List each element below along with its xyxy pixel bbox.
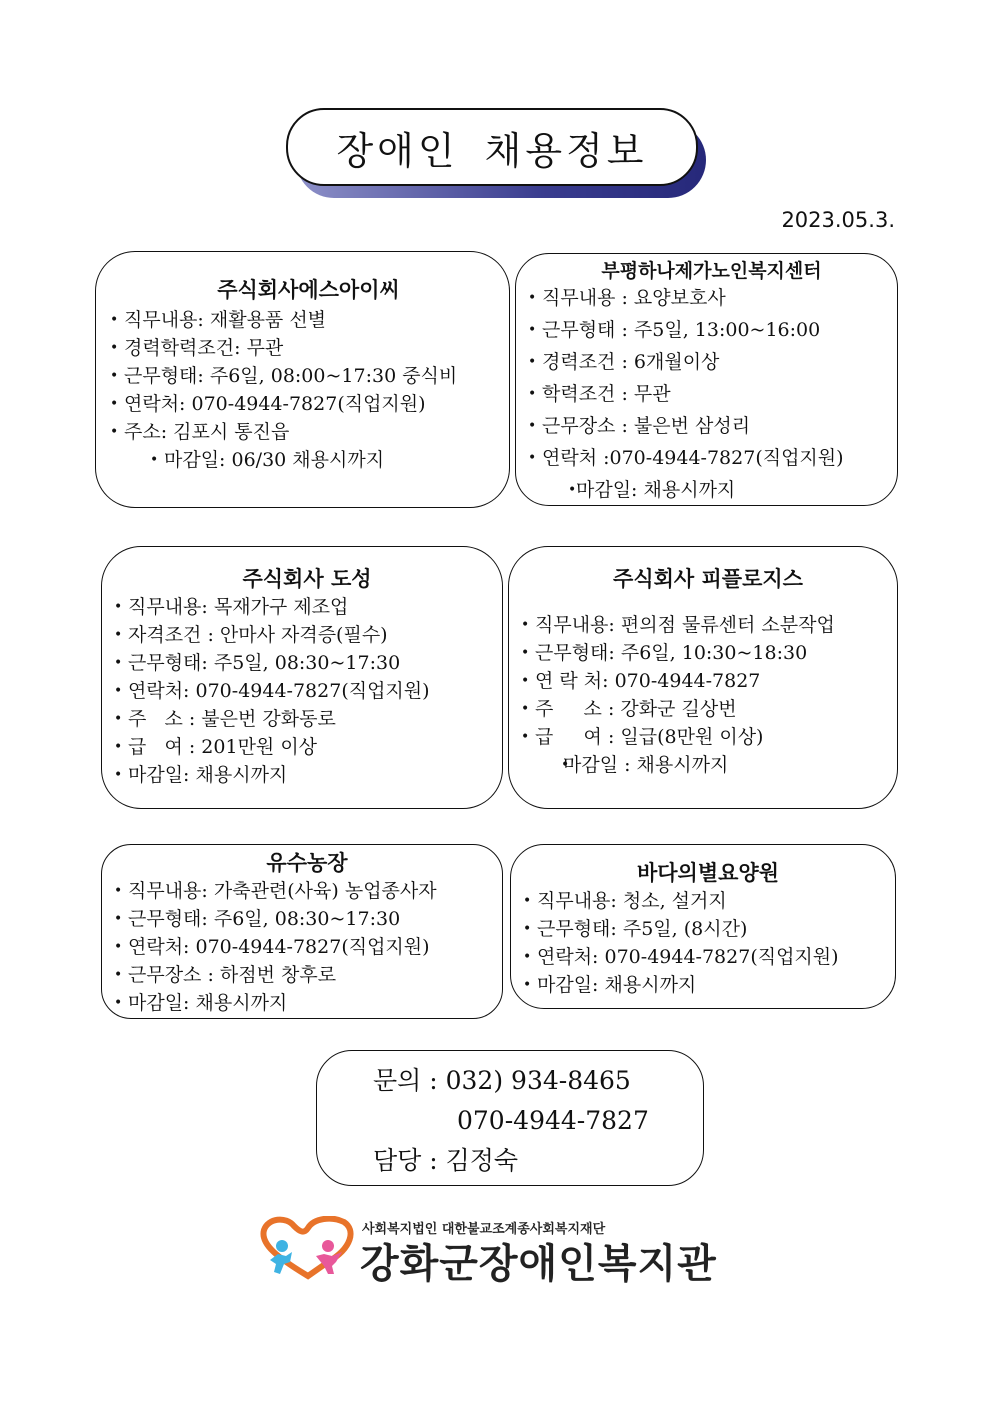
detail-line: • 경력조건 : 6개월이상 [526,346,897,378]
card-title: 주식회사 도성 [242,566,372,591]
detail-line: • 경력학력조건: 무관 [108,334,509,362]
detail-line: • 연락처: 070-4944-7827(직업지원) [108,390,509,418]
detail-line: • 근무장소 : 하점번 창후로 [112,961,502,989]
job-details [108,306,509,474]
detail-line: • 근무형태 : 주5일, 13:00~16:00 [526,314,897,346]
job-details [112,593,502,789]
detail-line: • 근무형태: 주6일, 10:30~18:30 [519,639,897,667]
job-details [112,877,502,1017]
job-details [521,887,895,999]
detail-line: • 연락처: 070-4944-7827(직업지원) [112,933,502,961]
detail-line: • 자격조건 : 안마사 자격증(필수) [112,621,502,649]
job-card-sea-star-nursing [510,844,896,1009]
detail-line: • 마감일: 채용시까지 [521,971,895,999]
detail-line: • 근무형태: 주6일, 08:30~17:30 [112,905,502,933]
page-title: 장애인 채용정보 [336,128,648,173]
title-banner [286,108,706,200]
card-title: 주식회사 피플로지스 [613,566,803,591]
contact-box [316,1050,704,1186]
manager-name: 담당 : 김정숙 [373,1146,519,1175]
detail-line: • 주소: 김포시 통진읍 [108,418,509,446]
card-title: 유수농장 [266,850,348,875]
detail-line: • 연락처: 070-4944-7827(직업지원) [521,943,895,971]
detail-line: • 마감일 : 채용시까지 [519,751,897,779]
detail-line: • 연 락 처: 070-4944-7827 [519,667,897,695]
inquiry-phone-2: 070-4944-7827 [457,1106,649,1135]
detail-line: • 근무장소 : 불은번 삼성리 [526,410,897,442]
org-name: 강화군장애인복지관 [360,1241,717,1287]
heart-people-icon [258,1216,358,1280]
detail-line: • 근무형태: 주5일, 08:30~17:30 [112,649,502,677]
detail-line: • 직무내용: 가축관련(사육) 농업종사자 [112,877,502,905]
detail-line: • 직무내용 : 요양보호사 [526,282,897,314]
detail-line: • 연락처 :070-4944-7827(직업지원) [526,442,897,474]
title-box [286,108,698,186]
detail-line: • 연락처: 070-4944-7827(직업지원) [112,677,502,705]
detail-line: • 학력조건 : 무관 [526,378,897,410]
detail-line: • 마감일: 채용시까지 [526,474,897,506]
detail-line: • 주 소 : 불은번 강화동로 [112,705,502,733]
detail-line: • 직무내용: 청소, 설거지 [521,887,895,915]
detail-line: • 직무내용: 목재가구 제조업 [112,593,502,621]
organization-logo [258,1214,728,1287]
detail-line: • 마감일: 채용시까지 [112,989,502,1017]
detail-line: • 급 여 : 201만원 이상 [112,733,502,761]
job-card-bupyeong [515,253,898,506]
job-card-sic [95,251,510,508]
card-title: 부평하나제가노인복지센터 [601,260,822,282]
card-title: 바다의별요양원 [636,860,779,885]
posting-date: 2023.05.3. [781,208,895,232]
detail-line: • 직무내용: 재활용품 선별 [108,306,509,334]
job-card-yusu-farm [101,844,503,1019]
card-title: 주식회사에스아이씨 [217,277,400,302]
job-details [526,282,897,506]
detail-line: • 근무형태: 주5일, (8시간) [521,915,895,943]
detail-line: • 마감일: 채용시까지 [112,761,502,789]
job-card-peoplelogis [508,546,898,809]
org-parent-name: 사회복지법인 대한불교조계종사회복지재단 [362,1222,606,1237]
detail-line: • 마감일: 06/30 채용시까지 [108,446,509,474]
job-card-doseong [101,546,503,809]
detail-line: • 급 여 : 일급(8만원 이상) [519,723,897,751]
inquiry-phone: 문의 : 032) 934-8465 [373,1066,631,1095]
detail-line: • 주 소 : 강화군 길상번 [519,695,897,723]
detail-line: • 근무형태: 주6일, 08:00~17:30 중식비 [108,362,509,390]
detail-line: • 직무내용: 편의점 물류센터 소분작업 [519,611,897,639]
job-details [519,611,897,779]
